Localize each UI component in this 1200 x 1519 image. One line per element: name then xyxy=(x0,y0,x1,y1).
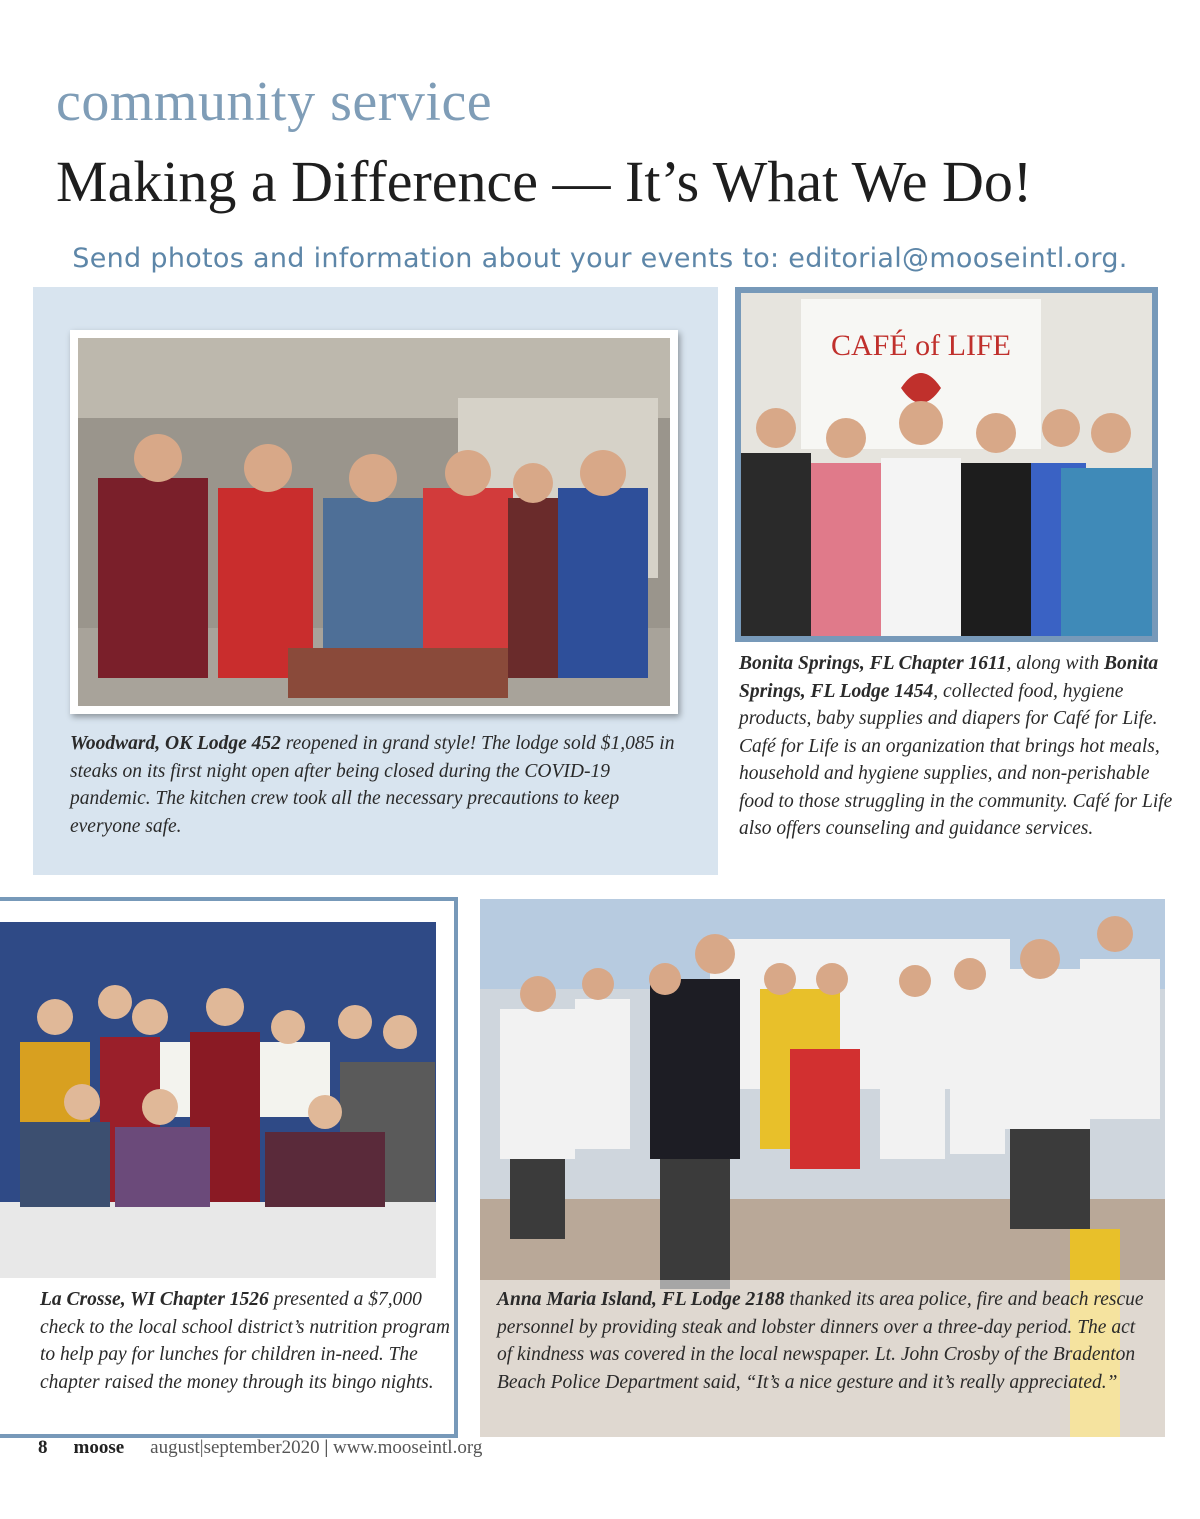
woodward-caption xyxy=(70,730,682,840)
bonita-photo-frame xyxy=(735,287,1158,642)
issue-date: august|september2020 xyxy=(150,1437,320,1458)
woodward-text: reopened in grand style! The lodge sold $1,085 in steaks on its first night open after being closed during the COVID-19 pandemic. The kitchen crew took all the necessary precautions to keep everyone safe. xyxy=(70,733,675,837)
woodward-photo-frame xyxy=(70,330,678,714)
bonita-text: , collected food, hygiene products, baby supplies and diapers for Café for Life. Café for Life is an organization that brings hot meals, household and hygiene supplies, and non-perishable food to those struggling in the community. Café for Life also offers counseling and guidance services. xyxy=(739,680,1173,839)
footer-separator: | xyxy=(324,1437,329,1458)
page-number: 8 xyxy=(38,1437,48,1458)
section-kicker: community service xyxy=(56,71,493,133)
annamaria-caption xyxy=(497,1286,1147,1396)
lacrosse-chapter-name: La Crosse, WI Chapter 1526 xyxy=(40,1289,269,1310)
bonita-chapter-name: Bonita Springs, FL Chapter 1611 xyxy=(739,653,1007,674)
page-footer xyxy=(38,1437,482,1459)
bonita-connector: , along with xyxy=(1006,653,1104,674)
woodward-lodge-name: Woodward, OK Lodge 452 xyxy=(70,733,281,754)
woodward-kitchen-photo xyxy=(78,338,670,706)
magazine-name: moose xyxy=(73,1437,125,1458)
submission-note: Send photos and information about your events to: editorial@mooseintl.org. xyxy=(72,243,1128,274)
annamaria-lodge-name: Anna Maria Island, FL Lodge 2188 xyxy=(497,1289,785,1310)
annamaria-text: thanked its area police, fire and beach rescue personnel by providing steak and lobster dinners over a three-day period. The act of kindness was covered in the local newspaper. Lt. John Crosby of the Bradenton Beach Police Department said, “It’s a nice gesture and it’s really appreciated.” xyxy=(497,1289,1144,1393)
bonita-caption xyxy=(739,650,1179,843)
website-link[interactable]: www.mooseintl.org xyxy=(332,1437,483,1458)
cafe-sign-text: CAFÉ of LIFE xyxy=(831,329,1011,362)
lacrosse-caption xyxy=(40,1286,455,1396)
bonita-lodge-name: Bonita Springs, FL Lodge 1454 xyxy=(739,653,1159,702)
lacrosse-text: presented a $7,000 check to the local school district’s nutrition program to help pay for lunches for children in-need. The chapter raised the money through its bingo nights. xyxy=(40,1289,451,1393)
cafe-for-life-photo xyxy=(741,293,1152,636)
page-title: Making a Difference — It’s What We Do! xyxy=(56,149,1033,214)
lacrosse-check-photo xyxy=(0,922,436,1278)
